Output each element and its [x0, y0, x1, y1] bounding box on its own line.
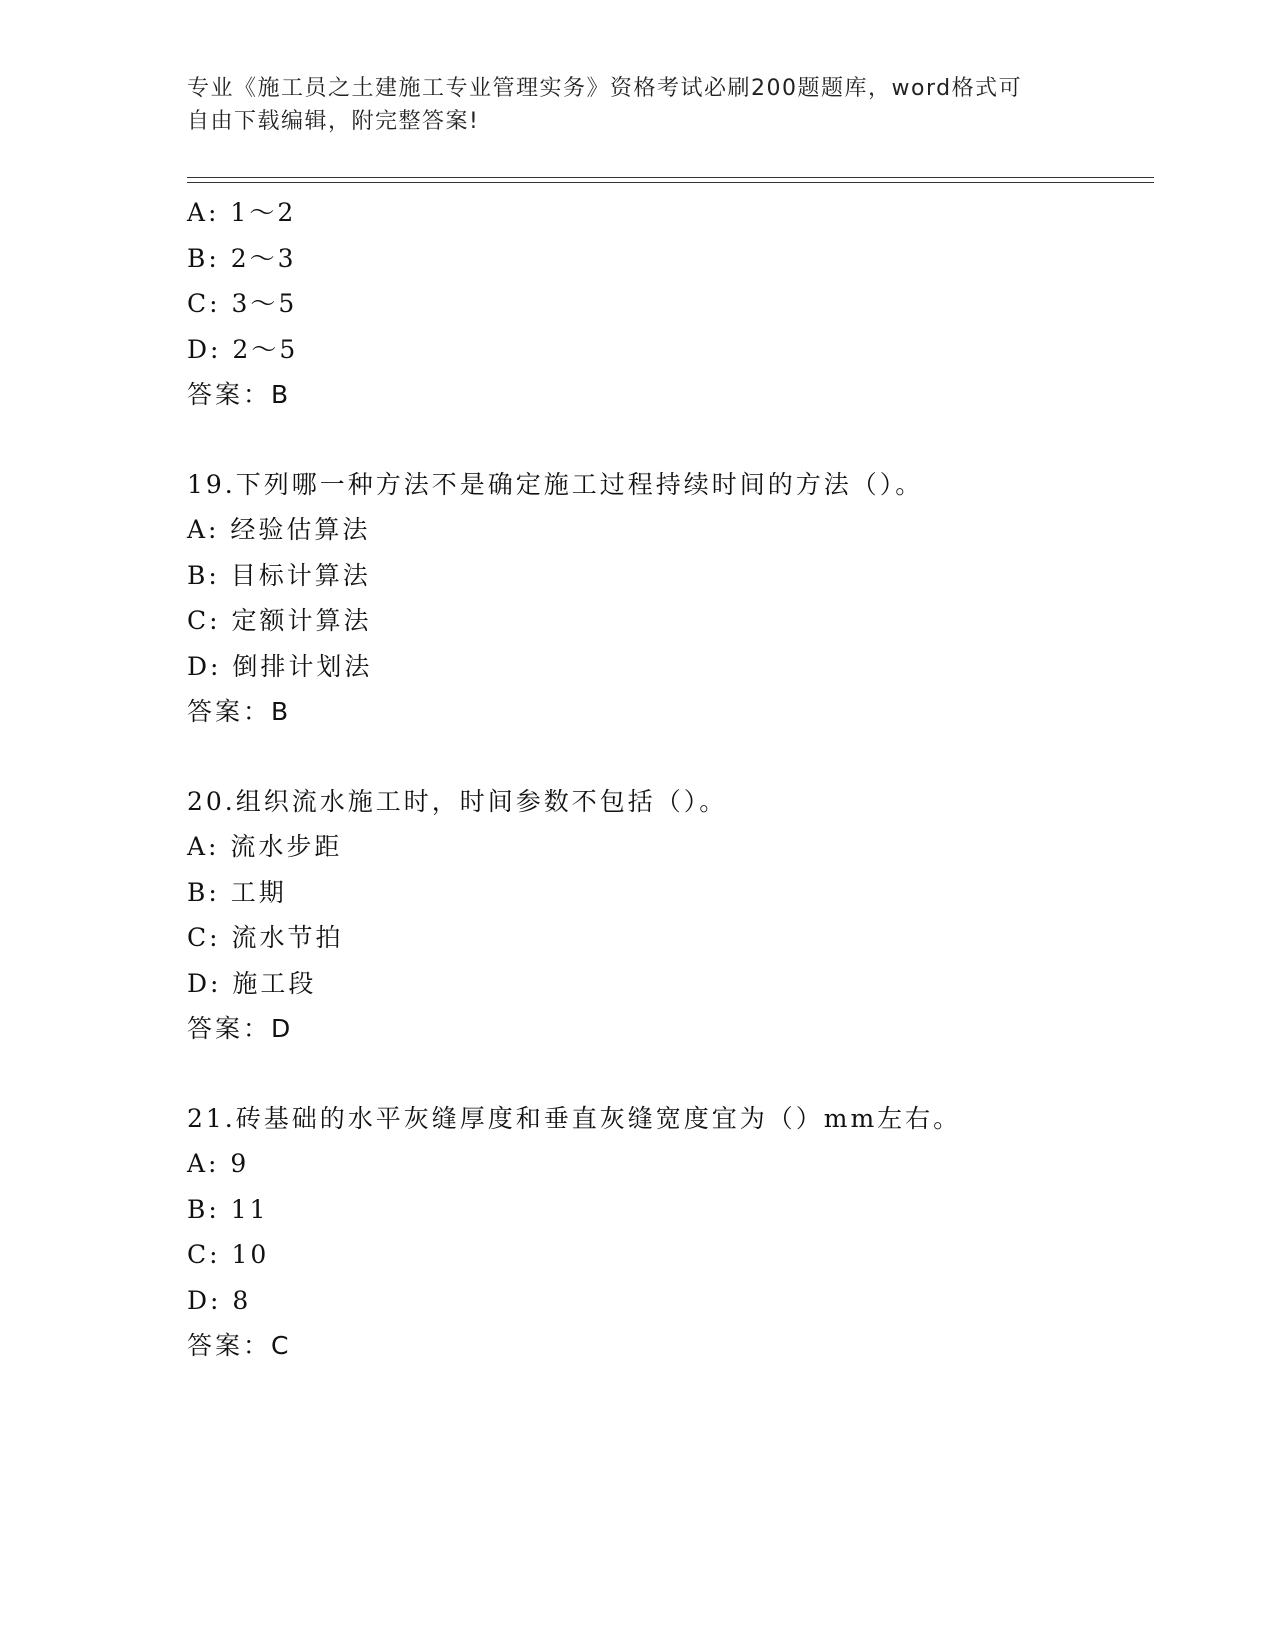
question-18: [187, 190, 1147, 418]
option-a: A: 流水步距: [187, 832, 343, 861]
answer: 答案：B: [187, 380, 292, 409]
question-19: [187, 462, 1147, 735]
spacer: [187, 418, 1147, 462]
option-b: B: 11: [187, 1194, 269, 1224]
document-header: [187, 72, 1067, 138]
spacer: [187, 735, 1147, 779]
spacer: [187, 1052, 1147, 1096]
question-20: [187, 779, 1147, 1052]
option-c: C: 流水节拍: [187, 923, 344, 952]
question-list: [187, 190, 1147, 1369]
option-b: B: 2～3: [187, 243, 297, 273]
option-d: D: 倒排计划法: [187, 651, 373, 681]
question-text: 20.组织流水施工时，时间参数不包括（）。: [187, 786, 728, 816]
option-d: D: 8: [187, 1285, 252, 1315]
header-divider-top: [187, 177, 1154, 178]
option-b: B: 目标计算法: [187, 560, 371, 590]
question-21: [187, 1096, 1147, 1369]
question-text: 21.砖基础的水平灰缝厚度和垂直灰缝宽度宜为（）mm左右。: [187, 1103, 962, 1133]
option-c: C: 3～5: [187, 289, 298, 318]
option-a: A: 9: [187, 1149, 250, 1178]
answer: 答案：D: [187, 1014, 294, 1043]
option-c: C: 定额计算法: [187, 606, 372, 635]
header-line-2: 自由下载编辑，附完整答案!: [187, 109, 480, 134]
option-b: B: 工期: [187, 877, 287, 907]
option-d: D: 施工段: [187, 968, 317, 998]
header-divider-bottom: [187, 182, 1154, 183]
option-a: A: 1～2: [187, 198, 297, 227]
option-c: C: 10: [187, 1240, 270, 1269]
header-line-1: 专业《施工员之土建施工专业管理实务》资格考试必刷200题题库，word格式可: [187, 76, 1023, 101]
option-d: D: 2～5: [187, 334, 299, 364]
question-text: 19.下列哪一种方法不是确定施工过程持续时间的方法（）。: [187, 469, 924, 499]
option-a: A: 经验估算法: [187, 515, 371, 544]
answer: 答案：C: [187, 1331, 292, 1360]
answer: 答案：B: [187, 697, 292, 726]
